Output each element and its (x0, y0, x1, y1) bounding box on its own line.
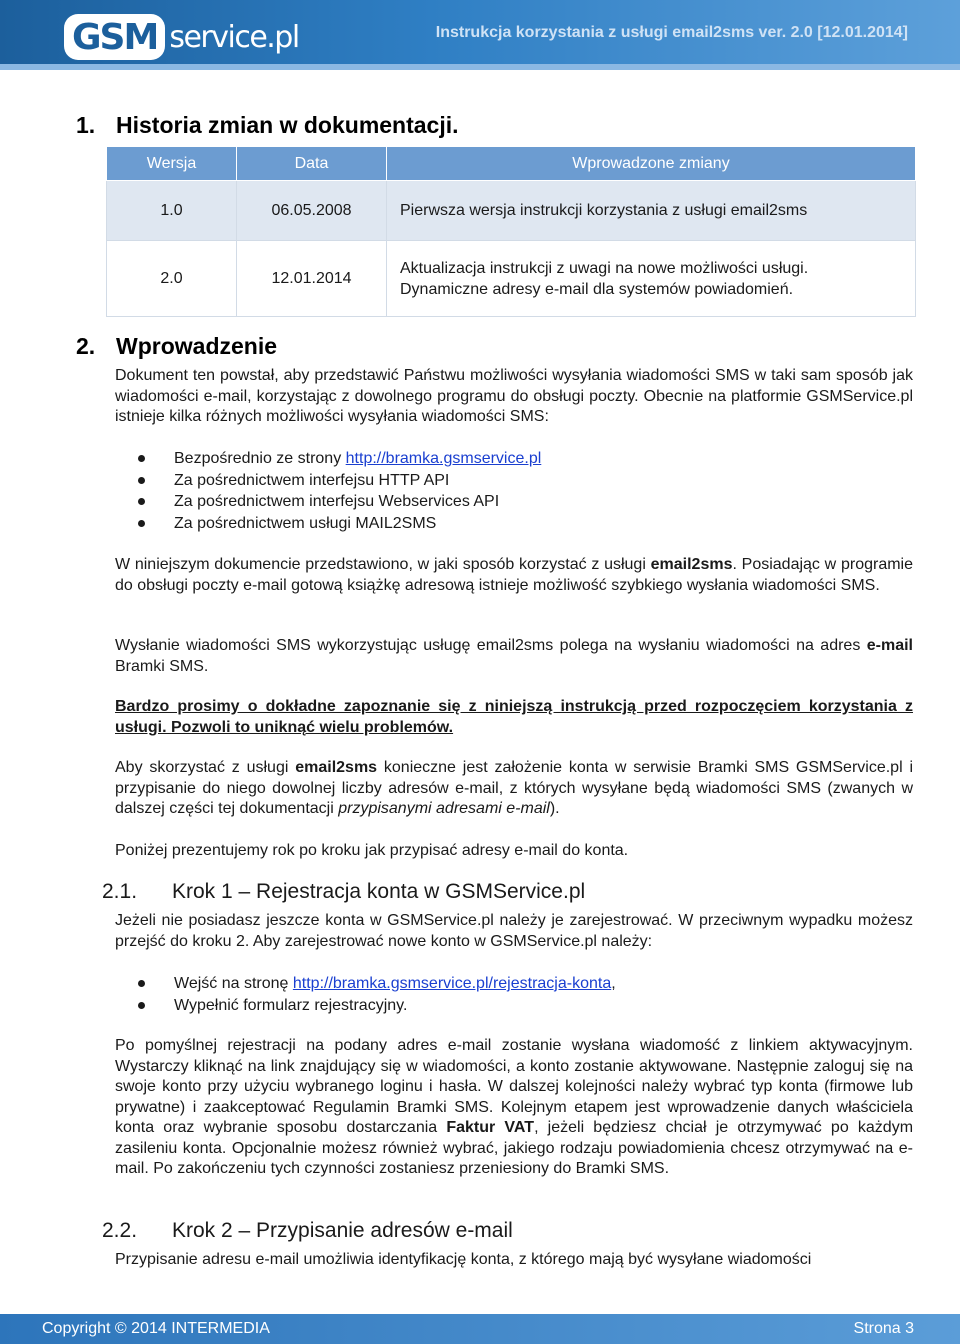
service-name: email2sms (650, 556, 733, 573)
cell-date: 12.01.2014 (237, 241, 387, 317)
list-item-text: Bezpośrednio ze strony (174, 450, 346, 467)
registration-paragraph: Jeżeli nie posiadasz jeszcze konta w GSMService.pl należy je zarejestrować. W przeciwnym wypadku możesz przejść do kroku 2. Aby zarejestrować nowe konto w GSMService.pl należy: (115, 912, 913, 950)
section-2-title: Wprowadzenie (116, 333, 278, 359)
bullet-icon (138, 520, 145, 527)
logo-wordmark: service.pl (169, 19, 299, 55)
page-number: Strona 3 (853, 1320, 914, 1337)
account-text: Aby skorzystać z usługi (115, 759, 296, 776)
column-header-version: Wersja (107, 147, 237, 181)
bullet-icon (138, 980, 145, 987)
gsmservice-logo (64, 12, 299, 62)
account-text-mid: konieczne jest założenie konta w serwisie Bramki SMS GSMService.pl i przypisanie do niego dowolnej liczby adresów e-mail, z których wysyłane będą wiadomości SMS (zwanych w dalszej części tej dokumentacji (115, 759, 914, 817)
list-item-text: Za pośrednictwem usługi MAIL2SMS (174, 514, 437, 532)
list-item-text-end: , (611, 975, 616, 992)
cell-changes (387, 241, 916, 317)
section-2-1-number: 2.1. (102, 880, 138, 903)
list-item-text: Za pośrednictwem interfejsu HTTP API (174, 471, 450, 489)
invoice-term: Faktur VAT (446, 1119, 535, 1136)
copyright-text: Copyright © 2014 INTERMEDIA (42, 1320, 270, 1337)
list-item (115, 491, 915, 513)
account-text-end: ). (549, 800, 560, 817)
email-bold: e-mail (866, 637, 913, 654)
activation-text-end: , jeżeli będziesz chciał je otrzymywać po każdym zasileniu konta. Opcjonalnie możesz również wybrać, jakiego rodzaju powiadomienia chcesz otrzymywać na e-mail. Po zakończeniu tych czynności zostaniesz przeniesiony do Bramki SMS. (115, 1119, 914, 1177)
document-title: Instrukcja korzystania z usługi email2sms ver. 2.0 [12.01.2014] (435, 24, 908, 41)
version-history-table (106, 146, 916, 317)
assigned-emails-term: przypisanymi adresami e-mail (338, 800, 550, 817)
list-item (115, 995, 915, 1017)
section-2-2-title: Krok 2 – Przypisanie adresów e-mail (172, 1219, 513, 1242)
cell-version: 2.0 (107, 241, 237, 317)
change-line: Dynamiczne adresy e-mail dla systemów powiadomień. (400, 280, 794, 298)
section-2-2-number: 2.2. (102, 1219, 138, 1242)
column-header-changes: Wprowadzone zmiany (387, 147, 916, 181)
table-row (107, 241, 916, 317)
sending-text: Wysłanie wiadomości SMS wykorzystując usługę email2sms polega na wysłaniu wiadomości na adres (115, 637, 867, 654)
logo-gsm-mark: GSM (64, 14, 165, 60)
activation-text: Po pomyślnej rejestracji na podany adres e-mail zostanie wysłana wiadomość z linkiem aktywacyjnym. Wystarczy kliknąć na link znajdujący się w wiadomości, a konto zostanie aktywowane. Następnie zaloguj się na swoje konto przy użyciu wybranego loginu i hasła. W dalszej kolejności należy wybrać typ konta (firmowe lub prywatne) i zaakceptować Regulamin Bramki SMS. Kolejnym etapem jest wprowadzenie danych właściciela konta oraz wybranie sposobu dostarczania (115, 1037, 913, 1136)
usage-text-end: . Posiadając w programie do obsługi poczty e-mail gotową książkę adresową istnieje możliwość szybkiego wysłania wiadomości SMS. (115, 556, 913, 594)
account-paragraph (115, 758, 913, 820)
registration-link[interactable]: http://bramka.gsmservice.pl/rejestracja-konta (292, 975, 612, 992)
intro-paragraph: Dokument ten powstał, aby przedstawić Państwu możliwości wysyłania wiadomości SMS w taki sam sposób jak wiadomości e-mail, korzystając z dowolnego programu do obsługi poczty. Obecnie na platformie GSMService.pl istnieje kilka różnych możliwości wysyłania wiadomości SMS: (115, 367, 913, 425)
change-line: Pierwsza wersja instrukcji korzystania z usługi email2sms (400, 202, 808, 219)
section-2-1-heading (102, 880, 902, 908)
cell-version: 1.0 (107, 181, 237, 241)
activation-paragraph (115, 1036, 913, 1180)
section-1-number: 1. (76, 112, 96, 138)
list-item-text: Wypełnić formularz rejestracyjny. (174, 996, 408, 1014)
table-row (107, 181, 916, 241)
section-1-title: Historia zmian w dokumentacji. (116, 112, 459, 138)
list-item (115, 470, 915, 492)
column-header-date: Data (237, 147, 387, 181)
list-item-text: Za pośrednictwem interfejsu Webservices API (174, 493, 500, 510)
section-2-1-title: Krok 1 – Rejestracja konta w GSMService.pl (172, 880, 586, 903)
bullet-icon (138, 1002, 145, 1009)
change-line: Aktualizacja instrukcji z uwagi na nowe możliwości usługi. (400, 259, 809, 277)
list-item (115, 973, 915, 995)
section-1-heading (76, 112, 459, 139)
cell-date: 06.05.2008 (237, 181, 387, 241)
page-header (0, 0, 960, 70)
usage-paragraph (115, 555, 913, 596)
page-footer (0, 1314, 960, 1344)
list-item (115, 448, 915, 470)
section-2-2-heading (102, 1219, 902, 1247)
section-2-number: 2. (76, 333, 96, 359)
methods-list (115, 448, 915, 534)
list-item-text: Wejść na stronę (174, 975, 293, 992)
bramka-link[interactable]: http://bramka.gsmservice.pl (345, 450, 542, 467)
service-name: email2sms (295, 759, 378, 776)
usage-text: W niniejszym dokumencie przedstawiono, w jaki sposób korzystać z usługi (115, 556, 651, 573)
steps-intro-paragraph: Poniżej prezentujemy rok po kroku jak przypisać adresy e-mail do konta. (115, 842, 629, 859)
table-header-row (107, 147, 916, 181)
sending-paragraph (115, 636, 913, 677)
cell-changes (387, 181, 916, 241)
section-2-heading (76, 333, 277, 360)
registration-steps-list (115, 973, 915, 1016)
assignment-paragraph: Przypisanie adresu e-mail umożliwia identyfikację konta, z którego mają być wysyłane wiadomości (115, 1251, 812, 1268)
warning-paragraph: Bardzo prosimy o dokładne zapoznanie się z niniejszą instrukcją przed rozpoczęciem korzystania z usługi. Pozwoli to uniknąć wielu problemów. (115, 698, 913, 736)
bullet-icon (138, 498, 145, 505)
sending-text-end: Bramki SMS. (115, 657, 209, 675)
bullet-icon (138, 477, 145, 484)
bullet-icon (138, 455, 145, 462)
list-item (115, 513, 915, 535)
